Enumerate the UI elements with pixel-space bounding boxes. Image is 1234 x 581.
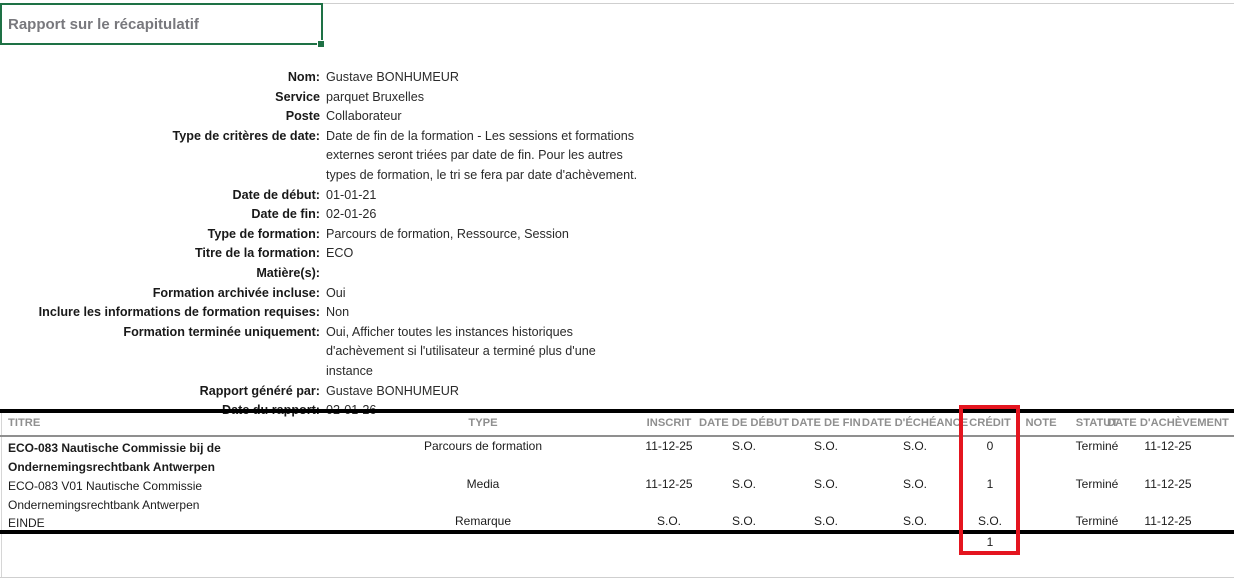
- cell-statut: Terminé: [1075, 514, 1119, 528]
- form-row-nom: [0, 68, 700, 88]
- selection-fill-handle[interactable]: [317, 40, 325, 48]
- form-row-type-formation: [0, 225, 700, 245]
- form-value: Date de fin de la formation - Les sessions et formations externes seront triées par date de fin. Pour les autres types de formation, le tri se fera par date d'achèvement.: [326, 128, 638, 182]
- form-value: Non: [326, 305, 350, 320]
- cell-date-fin: S.O.: [813, 514, 839, 528]
- report-parameters: [0, 68, 700, 421]
- form-row-service: [0, 88, 700, 108]
- form-label: Service: [275, 89, 320, 104]
- cell-credit: S.O.: [977, 514, 1003, 528]
- cell-type: Media: [466, 477, 500, 491]
- cell-date-achevement: 11-12-25: [1144, 514, 1192, 528]
- cell-titre: ECO-083 V01 Nautische Commissie Ondernemingsrechtbank Antwerpen: [8, 479, 203, 512]
- form-row-poste: [0, 107, 700, 127]
- header-date-achevement: DATE D'ACHÈVEMENT: [1107, 417, 1229, 429]
- cell-statut: Terminé: [1075, 439, 1119, 453]
- form-label: Inclure les informations de formation requises:: [38, 305, 320, 320]
- form-row-formation-archivee: [0, 284, 700, 304]
- form-value: ECO: [326, 246, 354, 261]
- form-value: 01-01-21: [326, 187, 377, 202]
- table-row: [0, 437, 1234, 475]
- cell-date-debut: S.O.: [731, 477, 757, 491]
- cell-date-achevement: 11-12-25: [1144, 477, 1192, 491]
- header-note: NOTE: [1025, 417, 1057, 429]
- form-label: Date de début:: [232, 187, 320, 202]
- cell-date-fin: S.O.: [813, 439, 839, 453]
- form-row-infos-requises: [0, 303, 700, 323]
- form-label: Type de critères de date:: [172, 128, 320, 143]
- cell-credit: 1: [986, 477, 994, 491]
- header-type: TYPE: [468, 417, 498, 429]
- form-value: Collaborateur: [326, 109, 402, 124]
- header-titre: TITRE: [8, 417, 41, 429]
- form-label: Formation terminée uniquement:: [123, 324, 320, 339]
- cell-inscrit: 11-12-25: [645, 439, 693, 453]
- table-row: [0, 512, 1234, 530]
- form-value: parquet Bruxelles: [326, 89, 425, 104]
- form-label: Matière(s):: [256, 265, 320, 280]
- table-total-row: [0, 534, 1234, 558]
- form-label: Formation archivée incluse:: [152, 285, 320, 300]
- report-title: Rapport sur le récapitulatif: [8, 15, 199, 33]
- form-value: Gustave BONHUMEUR: [326, 383, 459, 398]
- form-row-titre-formation: [0, 244, 700, 264]
- form-row-formation-terminee: [0, 323, 700, 382]
- table-header-row: [0, 413, 1234, 437]
- table-row: [0, 475, 1234, 512]
- cell-titre: EINDE: [8, 516, 45, 530]
- cell-date-echeance: S.O.: [902, 514, 928, 528]
- cell-date-debut: S.O.: [731, 514, 757, 528]
- form-row-type-criteres-date: [0, 127, 700, 186]
- form-row-matieres: [0, 264, 700, 284]
- header-date-echeance: DATE D'ÉCHÉANCE: [861, 417, 969, 429]
- header-statut: STATUT: [1075, 417, 1119, 429]
- form-value: Oui, Afficher toutes les instances historiques d'achèvement si l'utilisateur a terminé plus d'une instance: [326, 324, 596, 378]
- gridline-top: [323, 3, 1234, 4]
- form-label: Poste: [285, 109, 320, 124]
- form-label: Date de fin:: [251, 207, 320, 222]
- report-table: [0, 409, 1234, 558]
- form-row-date-fin: [0, 205, 700, 225]
- form-value: Parcours de formation, Ressource, Session: [326, 226, 569, 241]
- cell-statut: Terminé: [1075, 477, 1119, 491]
- header-date-debut: DATE DE DÉBUT: [699, 417, 789, 429]
- cell-type: Parcours de formation: [423, 439, 543, 453]
- cell-date-echeance: S.O.: [902, 477, 928, 491]
- cell-date-debut: S.O.: [731, 439, 757, 453]
- cell-inscrit: 11-12-25: [645, 477, 693, 491]
- form-label: Titre de la formation:: [194, 246, 320, 261]
- credit-total-cell: 1: [962, 535, 1018, 553]
- gridline-bottom: [0, 577, 1234, 578]
- form-label: Type de formation:: [207, 226, 320, 241]
- form-value: 02-01-26: [326, 207, 377, 222]
- cell-titre: ECO-083 Nautische Commissie bij de Ondernemingsrechtbank Antwerpen: [8, 441, 221, 474]
- header-date-fin: DATE DE FIN: [791, 417, 861, 429]
- selected-title-cell[interactable]: [0, 3, 323, 45]
- form-row-rapport-genere-par: [0, 382, 700, 402]
- form-row-date-debut: [0, 186, 700, 206]
- cell-credit: 0: [986, 439, 994, 453]
- form-value: Gustave BONHUMEUR: [326, 70, 459, 84]
- cell-date-fin: S.O.: [813, 477, 839, 491]
- cell-date-achevement: 11-12-25: [1144, 439, 1192, 453]
- cell-type: Remarque: [454, 514, 512, 528]
- cell-inscrit: S.O.: [656, 514, 682, 528]
- form-label: Rapport généré par:: [199, 383, 320, 398]
- header-credit: CRÉDIT: [969, 417, 1011, 429]
- header-inscrit: INSCRIT: [646, 417, 692, 429]
- form-value: Oui: [326, 285, 346, 300]
- form-label: Nom:: [287, 70, 320, 84]
- cell-date-echeance: S.O.: [902, 439, 928, 453]
